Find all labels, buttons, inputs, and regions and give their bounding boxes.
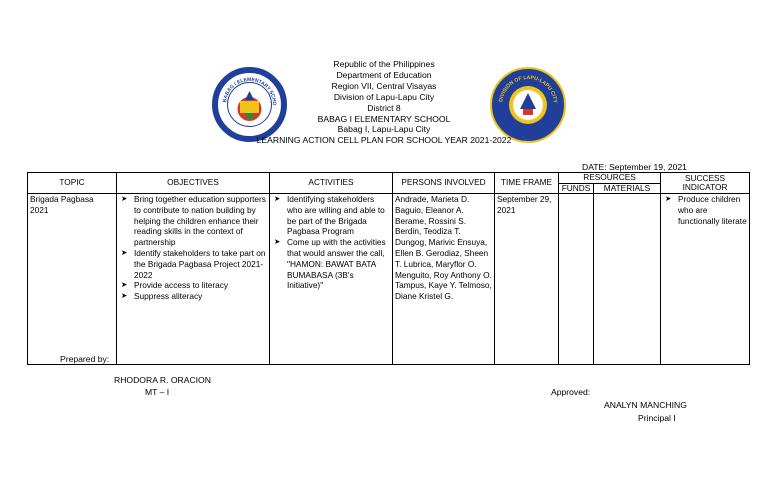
header-persons-involved: PERSONS INVOLVED (393, 173, 495, 194)
header-deped: Department of Education (336, 69, 432, 80)
prepared-by-label: Prepared by: (60, 354, 110, 364)
date-line: DATE: September 19, 2021 (582, 162, 687, 172)
approved-by-title: Principal I (638, 413, 676, 423)
header-materials: MATERIALS (594, 183, 661, 194)
header-success-indicator: SUCCESS INDICATOR (661, 173, 750, 194)
prepared-by-name: RHODORA R. ORACION (114, 375, 211, 385)
cell-materials (594, 194, 661, 365)
cell-activities (270, 194, 393, 365)
letterhead (0, 59, 768, 146)
objective-item: ➤ Identify stakeholders to take part on the Brigada Pagbasa Project 2021-2022 (134, 248, 267, 280)
header-region: Region VII, Central Visayas (331, 80, 437, 91)
header-activities: ACTIVITIES (270, 173, 393, 194)
approved-by-name: ANALYN MANCHING (604, 400, 687, 410)
objective-item: ➤ Suppress aliteracy (134, 291, 267, 302)
cell-time-frame: September 29, 2021 (495, 194, 559, 365)
cell-topic: Brigada Pagbasa 2021 (28, 194, 117, 365)
cell-objectives (117, 194, 270, 365)
header-objectives: OBJECTIVES (117, 173, 270, 194)
activity-item: ➤ Identifying stakeholders who are willing and able to be part of the Brigada Pagbasa Program (287, 194, 390, 237)
document-title: LEARNING ACTION CELL PLAN FOR SCHOOL YEAR 2021-2022 (256, 135, 512, 146)
header-district: District 8 (367, 102, 401, 113)
header-address: Babag I, Lapu-Lapu City (337, 124, 431, 135)
header-topic: TOPIC (28, 173, 117, 194)
svg-text:BABAG I ELEMENTARY SCHOOL: BABAG I ELEMENTARY SCHO (222, 76, 278, 106)
objective-item: ➤ Bring together education supporters to contribute to nation building by helping the children enhance their reading skills in the context of partnership (134, 194, 267, 248)
approved-label: Approved: (551, 387, 591, 397)
table-row (28, 194, 750, 365)
cell-funds (559, 194, 594, 365)
header-division: Division of Lapu-Lapu City (333, 91, 435, 102)
activity-item: ➤ Come up with the activities that would answer the call, "HAMON: BAWAT BATA BUMABASA (3B's Initiative)" (287, 237, 390, 291)
header-school-name: BABAG I ELEMENTARY SCHOOL (317, 113, 451, 124)
svg-text:DIVISION OF LAPU-LAPU CITY: DIVISION OF LAPU-LAPU CITY (498, 74, 558, 104)
lac-plan-table (27, 172, 750, 365)
header-funds: FUNDS (559, 183, 594, 194)
prepared-by-title: MT – I (145, 387, 170, 397)
cell-persons-involved: Andrade, Marieta D. Baguio, Eleanor A. Berame, Rossini S. Berdin, Teodiza T. Dungog, Marivic Ensuya, Ellen B. Gerodiaz, Sheen T. Lubrica, Maryflor O. Menguito, Roy Anthony O. Tampus, Kaye Y. Telmoso, Diane Kristel G. (393, 194, 495, 365)
objective-item: ➤ Provide access to literacy (134, 280, 267, 291)
header-republic: Republic of the Philippines (333, 59, 435, 69)
cell-success-indicator (661, 194, 750, 365)
header-time-frame: TIME FRAME (495, 173, 559, 194)
success-item: ➤ Produce children who are functionally literate (678, 194, 747, 226)
header-resources: RESOURCES (559, 173, 661, 184)
